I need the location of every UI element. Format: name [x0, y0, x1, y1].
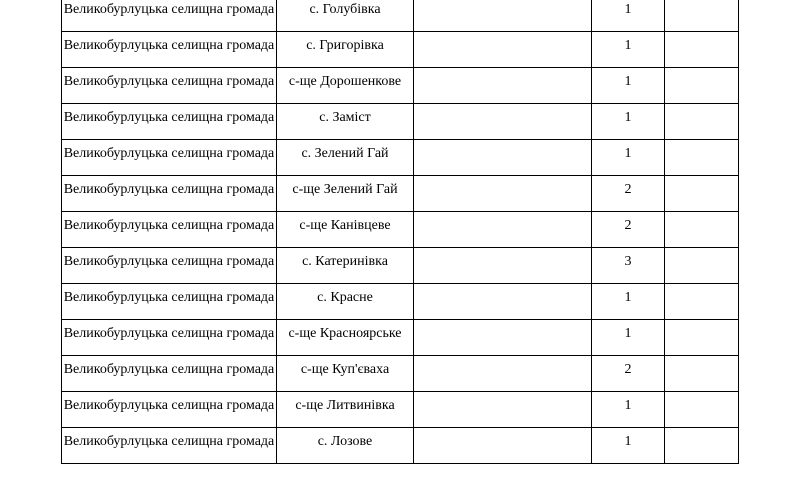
community-text: Великобурлуцька селищна громада [63, 74, 275, 89]
settlement-text: с-ще Куп'єваха [300, 362, 390, 377]
empty-cell [665, 428, 739, 464]
settlement-text: с. Григорівка [306, 38, 384, 53]
table-row [62, 428, 739, 464]
community-text: Великобурлуцька селищна громада [63, 110, 275, 125]
table-row [62, 320, 739, 356]
settlement-text: с. Голубівка [309, 2, 381, 17]
count-text: 1 [624, 146, 632, 161]
settlement-text: с-ще Зелений Гай [292, 182, 398, 197]
count-text: 1 [624, 434, 632, 449]
count-cell [592, 104, 665, 140]
settlement-cell [277, 32, 414, 68]
community-text: Великобурлуцька селищна громада [63, 290, 275, 305]
settlement-cell [277, 284, 414, 320]
community-text: Великобурлуцька селищна громада [63, 362, 275, 377]
settlement-text: с-ще Дорошенкове [288, 74, 402, 89]
count-text: 1 [624, 2, 632, 17]
table-row [62, 284, 739, 320]
count-cell [592, 212, 665, 248]
settlement-cell [277, 320, 414, 356]
community-text: Великобурлуцька селищна громада [63, 398, 275, 413]
settlement-text: с. Заміст [319, 110, 371, 125]
settlement-cell [277, 248, 414, 284]
settlement-cell [277, 68, 414, 104]
community-cell [62, 392, 277, 428]
community-cell [62, 176, 277, 212]
settlement-text: с. Катеринівка [302, 254, 388, 269]
community-cell [62, 356, 277, 392]
count-text: 2 [624, 362, 632, 377]
empty-cell [414, 212, 592, 248]
community-text: Великобурлуцька селищна громада [63, 434, 275, 449]
community-cell [62, 248, 277, 284]
empty-cell [414, 0, 592, 32]
count-cell [592, 356, 665, 392]
empty-cell [414, 140, 592, 176]
table-row [62, 212, 739, 248]
count-text: 2 [624, 182, 632, 197]
count-text: 1 [624, 398, 632, 413]
table-row [62, 392, 739, 428]
community-text: Великобурлуцька селищна громада [63, 146, 275, 161]
count-text: 3 [624, 254, 632, 269]
table-row [62, 248, 739, 284]
community-cell [62, 104, 277, 140]
count-text: 1 [624, 326, 632, 341]
settlements-table-body [62, 0, 739, 464]
count-cell [592, 0, 665, 32]
community-cell [62, 32, 277, 68]
settlement-text: с. Лозове [317, 434, 373, 449]
count-cell [592, 248, 665, 284]
settlement-cell [277, 104, 414, 140]
community-cell [62, 428, 277, 464]
table-row [62, 140, 739, 176]
table-row [62, 0, 739, 32]
table-row [62, 104, 739, 140]
empty-cell [414, 68, 592, 104]
community-text: Великобурлуцька селищна громада [63, 2, 275, 17]
table-row [62, 68, 739, 104]
count-text: 1 [624, 38, 632, 53]
empty-cell [665, 32, 739, 68]
empty-cell [414, 32, 592, 68]
empty-cell [665, 0, 739, 32]
settlement-cell [277, 176, 414, 212]
settlement-cell [277, 392, 414, 428]
settlement-text: с. Зелений Гай [301, 146, 389, 161]
settlement-cell [277, 428, 414, 464]
community-cell [62, 320, 277, 356]
empty-cell [414, 104, 592, 140]
community-text: Великобурлуцька селищна громада [63, 254, 275, 269]
settlement-text: с-ще Красноярське [288, 326, 402, 341]
empty-cell [665, 392, 739, 428]
table-row [62, 356, 739, 392]
settlement-text: с-ще Канівцеве [299, 218, 391, 233]
count-cell [592, 176, 665, 212]
empty-cell [414, 176, 592, 212]
count-text: 2 [624, 218, 632, 233]
empty-cell [665, 284, 739, 320]
settlement-cell [277, 0, 414, 32]
count-text: 1 [624, 110, 632, 125]
community-text: Великобурлуцька селищна громада [63, 218, 275, 233]
settlement-text: с-ще Литвинівка [295, 398, 395, 413]
empty-cell [665, 140, 739, 176]
empty-cell [665, 212, 739, 248]
community-text: Великобурлуцька селищна громада [63, 326, 275, 341]
empty-cell [665, 320, 739, 356]
empty-cell [665, 68, 739, 104]
empty-cell [665, 176, 739, 212]
community-text: Великобурлуцька селищна громада [63, 38, 275, 53]
community-cell [62, 212, 277, 248]
community-cell [62, 68, 277, 104]
count-text: 1 [624, 290, 632, 305]
settlement-cell [277, 140, 414, 176]
count-cell [592, 428, 665, 464]
community-cell [62, 0, 277, 32]
empty-cell [665, 356, 739, 392]
settlement-cell [277, 356, 414, 392]
community-cell [62, 140, 277, 176]
count-cell [592, 68, 665, 104]
count-cell [592, 32, 665, 68]
count-cell [592, 284, 665, 320]
settlement-text: с. Красне [317, 290, 373, 305]
settlements-table [61, 0, 739, 464]
empty-cell [414, 428, 592, 464]
count-cell [592, 392, 665, 428]
count-cell [592, 320, 665, 356]
community-cell [62, 284, 277, 320]
empty-cell [414, 248, 592, 284]
table-row [62, 176, 739, 212]
empty-cell [414, 392, 592, 428]
empty-cell [665, 248, 739, 284]
community-text: Великобурлуцька селищна громада [63, 182, 275, 197]
count-text: 1 [624, 74, 632, 89]
empty-cell [414, 284, 592, 320]
count-cell [592, 140, 665, 176]
empty-cell [414, 320, 592, 356]
empty-cell [665, 104, 739, 140]
empty-cell [414, 356, 592, 392]
table-row [62, 32, 739, 68]
settlement-cell [277, 212, 414, 248]
